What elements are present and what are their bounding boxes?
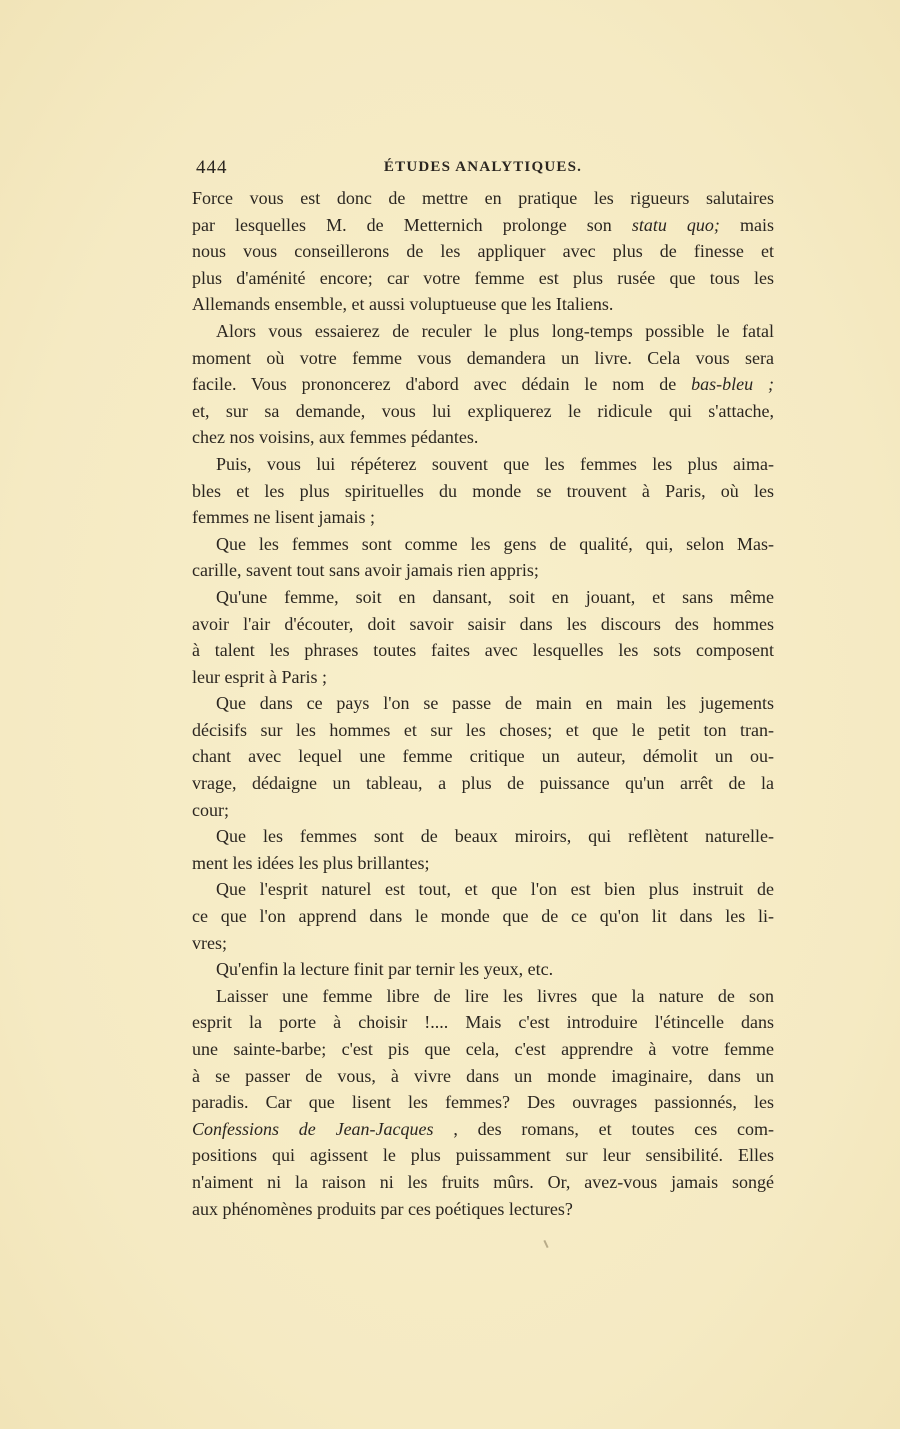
text-segment: n'aiment ni la raison ni les fruits mûrs. Or, avez-vous jamais songé: [192, 1171, 774, 1192]
paper-speck: [543, 1240, 548, 1248]
text-line: [192, 1142, 774, 1169]
text-segment: Puis, vous lui répéterez souvent que les femmes les plus aima-: [216, 453, 774, 474]
text-segment: Laisser une femme libre de lire les livres que la nature de son: [216, 985, 774, 1006]
text-segment: chant avec lequel une femme critique un auteur, démolit un ou-: [192, 746, 774, 767]
text-segment: facile. Vous prononcerez d'abord avec dédain le nom de: [192, 374, 692, 395]
text-segment: esprit la porte à choisir !.... Mais c'est introduire l'étincelle dans: [192, 1012, 774, 1033]
text-segment: ce que l'on apprend dans le monde que de ce qu'on lit dans les li-: [192, 906, 774, 927]
text-segment: positions qui agissent le plus puissamment sur leur sensibilité. Elles: [192, 1145, 774, 1166]
text-line: [192, 371, 774, 398]
text-line: [192, 1009, 774, 1036]
paragraph: [192, 876, 774, 956]
text-segment: vrage, dédaigne un tableau, a plus de puissance qu'un arrêt de la: [192, 773, 774, 794]
text-line: [192, 212, 774, 239]
text-line: [192, 797, 774, 824]
text-line: [192, 185, 774, 212]
text-line: [192, 451, 774, 478]
text-line: [192, 1116, 774, 1143]
text-segment: avoir l'air d'écouter, doit savoir saisir dans les discours des hommes: [192, 613, 774, 634]
paragraph: [192, 956, 774, 983]
text-segment: leur esprit à Paris ;: [192, 666, 327, 687]
page-header: [192, 157, 774, 181]
text-line: [192, 903, 774, 930]
text-segment: mais: [719, 214, 774, 235]
text-line: [192, 983, 774, 1010]
paragraph: [192, 690, 774, 823]
italic-text: bas-bleu ;: [691, 374, 775, 395]
text-segment: carille, savent tout sans avoir jamais rien appris;: [192, 560, 539, 581]
text-line: [192, 584, 774, 611]
text-line: [192, 611, 774, 638]
text-segment: à talent les phrases toutes faites avec lesquelles les sots composent: [192, 640, 774, 661]
page-number: 444: [196, 157, 228, 178]
text-segment: une sainte-barbe; c'est pis que cela, c'est apprendre à votre femme: [192, 1039, 774, 1059]
text-line: [192, 690, 774, 717]
text-line: [192, 823, 774, 850]
paragraph: [192, 983, 774, 1222]
text-line: [192, 743, 774, 770]
paragraph: [192, 451, 774, 531]
text-segment: par lesquelles M. de Metternich prolonge son: [192, 214, 632, 235]
text-segment: Que l'esprit naturel est tout, et que l'on est bien plus instruit de: [216, 879, 774, 900]
text-line: [192, 930, 774, 957]
text-segment: paradis. Car que lisent les femmes? Des ouvrages passionnés, les: [192, 1092, 774, 1113]
text-segment: à se passer de vous, à vivre dans un monde imaginaire, dans un: [192, 1065, 774, 1086]
text-segment: ment les idées les plus brillantes;: [192, 852, 430, 873]
text-segment: femmes ne lisent jamais ;: [192, 507, 375, 528]
text-line: [192, 318, 774, 345]
text-line: [192, 557, 774, 584]
text-line: [192, 876, 774, 903]
paragraph: [192, 823, 774, 876]
text-segment: Force vous est donc de mettre en pratique les rigueurs salutaires: [192, 188, 774, 208]
text-segment: nous vous conseillerons de les appliquer avec plus de finesse et: [192, 241, 774, 262]
text-line: [192, 1089, 774, 1116]
text-segment: Qu'enfin la lecture finit par ternir les yeux, etc.: [216, 959, 554, 980]
italic-text: Confessions de Jean-Jacques: [192, 1118, 434, 1139]
text-segment: plus d'aménité encore; car votre femme est plus rusée que tous les: [192, 267, 774, 288]
text-line: [192, 1063, 774, 1090]
paragraph: [192, 584, 774, 690]
text-line: [192, 770, 774, 797]
text-line: [192, 850, 774, 877]
italic-text: statu quo;: [631, 214, 720, 235]
paragraph: [192, 318, 774, 451]
text-segment: Que dans ce pays l'on se passe de main en main les jugements: [216, 693, 774, 714]
text-segment: et, sur sa demande, vous lui expliquerez le ridicule qui s'attache,: [192, 400, 774, 421]
text-line: [192, 265, 774, 292]
text-line: [192, 398, 774, 425]
text-line: [192, 1036, 774, 1063]
text-line: [192, 345, 774, 372]
text-segment: décisifs sur les hommes et sur les choses; et que le petit ton tran-: [192, 719, 774, 740]
text-line: [192, 291, 774, 318]
text-segment: , des romans, et toutes ces com-: [433, 1118, 774, 1139]
text-line: [192, 531, 774, 558]
text-segment: bles et les plus spirituelles du monde se trouvent à Paris, où les: [192, 480, 774, 501]
text-line: [192, 478, 774, 505]
text-segment: Alors vous essaierez de reculer le plus long-temps possible le fatal: [216, 320, 774, 341]
text-line: [192, 637, 774, 664]
text-segment: Allemands ensemble, et aussi voluptueuse que les Italiens.: [192, 294, 614, 315]
text-segment: chez nos voisins, aux femmes pédantes.: [192, 427, 479, 448]
page-body-text: [192, 185, 774, 1222]
text-segment: aux phénomènes produits par ces poétiques lectures?: [192, 1198, 573, 1219]
text-line: [192, 238, 774, 265]
text-line: [192, 717, 774, 744]
text-segment: vres;: [192, 932, 227, 953]
running-head: ÉTUDES ANALYTIQUES.: [383, 159, 583, 175]
text-line: [192, 664, 774, 691]
text-segment: Qu'une femme, soit en dansant, soit en jouant, et sans même: [216, 586, 774, 607]
text-segment: moment où votre femme vous demandera un livre. Cela vous sera: [192, 347, 774, 368]
text-line: [192, 1169, 774, 1196]
text-segment: Que les femmes sont de beaux miroirs, qui reflètent naturelle-: [216, 826, 774, 847]
text-line: [192, 1196, 774, 1223]
text-line: [192, 424, 774, 451]
text-line: [192, 956, 774, 983]
text-segment: Que les femmes sont comme les gens de qualité, qui, selon Mas-: [216, 533, 774, 554]
text-line: [192, 504, 774, 531]
paragraph: [192, 531, 774, 584]
paragraph: [192, 185, 774, 318]
text-segment: cour;: [192, 799, 229, 820]
